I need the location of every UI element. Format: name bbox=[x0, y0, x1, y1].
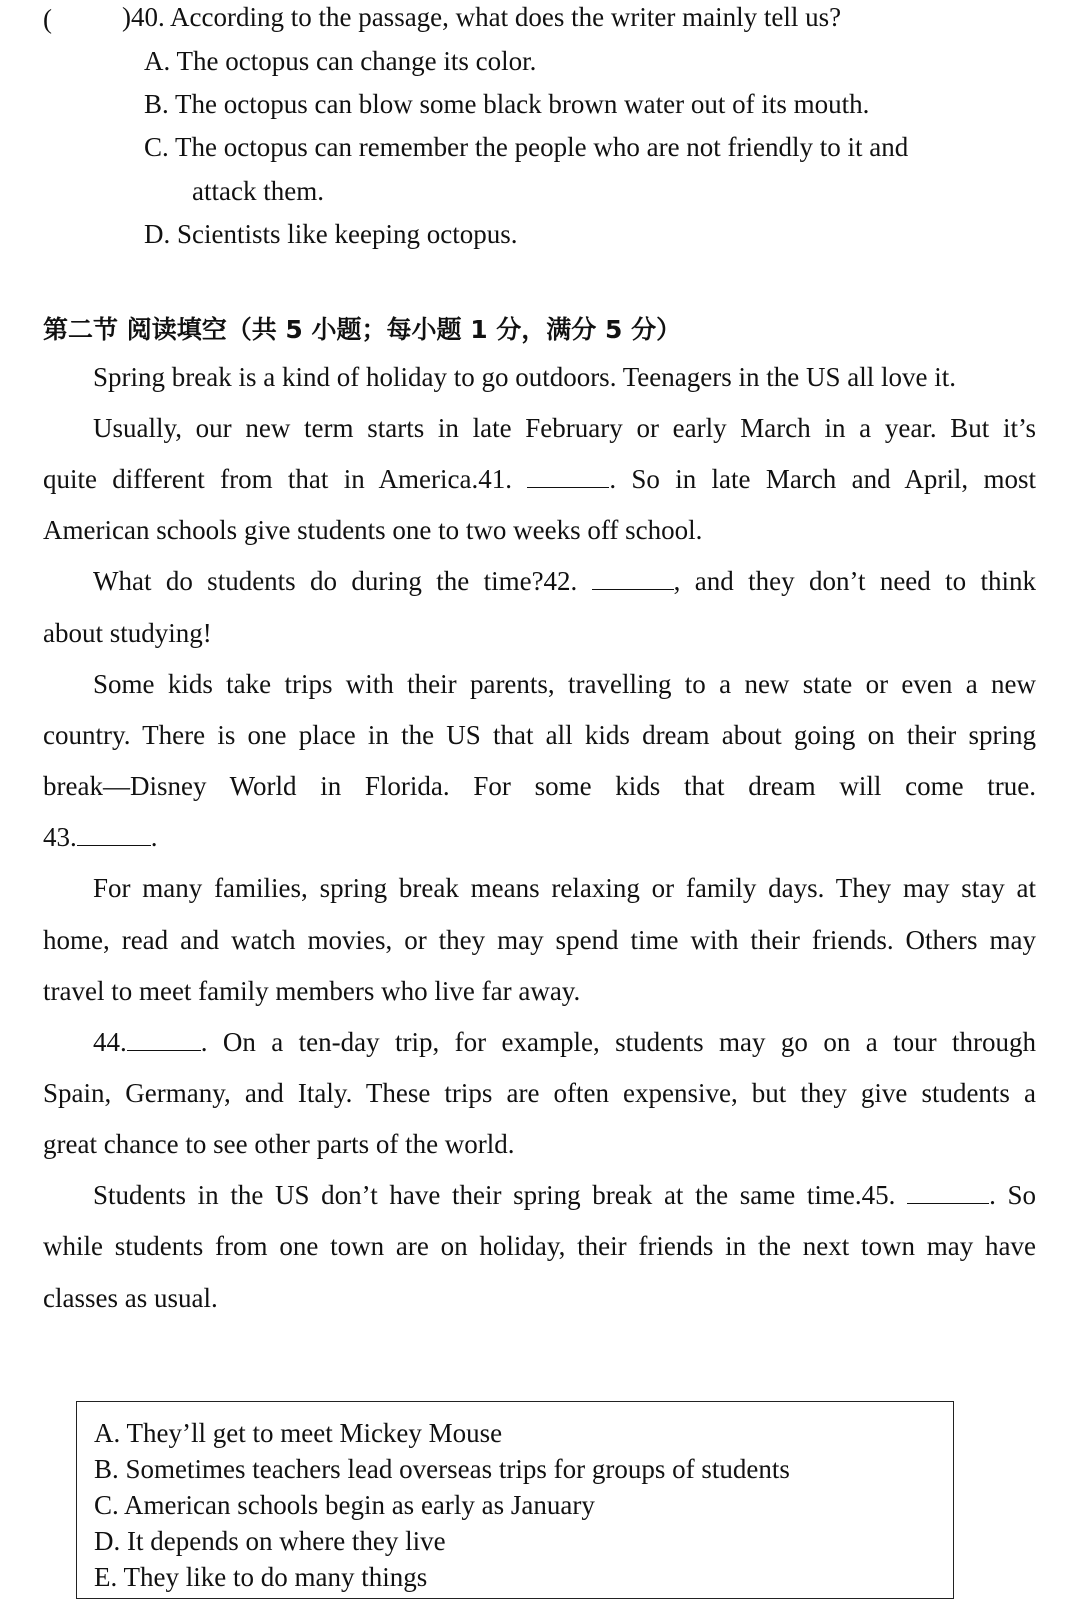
passage-p4-line4: 43. . bbox=[43, 822, 158, 852]
choice-b: B. Sometimes teachers lead overseas trips for groups of students bbox=[94, 1454, 790, 1484]
passage-p3-line2: about studying! bbox=[43, 618, 212, 648]
choice-d: D. It depends on where they live bbox=[94, 1526, 446, 1556]
option-d: D. Scientists like keeping octopus. bbox=[144, 219, 518, 249]
choice-e: E. They like to do many things bbox=[94, 1562, 428, 1592]
passage-p4-line2: country. There is one place in the US that all kids dream about going on their spring bbox=[43, 720, 1036, 750]
passage-p7-line2: while students from one town are on holiday, their friends in the next town may have bbox=[43, 1231, 1036, 1261]
blank-44[interactable] bbox=[127, 1030, 201, 1051]
option-b: B. The octopus can blow some black brown water out of its mouth. bbox=[144, 89, 870, 119]
passage-p2-line1: Usually, our new term starts in late February or early March in a year. But it’s bbox=[93, 413, 1036, 443]
passage-p6-line2: Spain, Germany, and Italy. These trips are often expensive, but they give students a bbox=[43, 1078, 1036, 1108]
choices-box bbox=[76, 1401, 954, 1599]
passage-p5-line2: home, read and watch movies, or they may spend time with their friends. Others may bbox=[43, 925, 1036, 955]
passage-p1: Spring break is a kind of holiday to go outdoors. Teenagers in the US all love it. bbox=[93, 362, 956, 392]
choice-a: A. They’ll get to meet Mickey Mouse bbox=[94, 1418, 503, 1448]
option-c: C. The octopus can remember the people who are not friendly to it and bbox=[144, 132, 909, 162]
passage-p4-line1: Some kids take trips with their parents, travelling to a new state or even a new bbox=[93, 669, 1036, 699]
passage-p4-line3: break—Disney World in Florida. For some kids that dream will come true. bbox=[43, 771, 1036, 801]
passage-p5-line1: For many families, spring break means relaxing or family days. They may stay at bbox=[93, 873, 1036, 903]
passage-p2-line3: American schools give students one to two weeks off school. bbox=[43, 515, 703, 545]
passage-p5-line3: travel to meet family members who live far away. bbox=[43, 976, 581, 1006]
passage-p6-line3: great chance to see other parts of the world. bbox=[43, 1129, 515, 1159]
answer-paren: ( bbox=[43, 4, 52, 34]
blank-45[interactable] bbox=[907, 1183, 989, 1204]
passage-p2-line2: quite different from that in America.41. . So in late March and April, most bbox=[43, 464, 1037, 494]
question-40-stem: )40. According to the passage, what does the writer mainly tell us? bbox=[122, 2, 842, 32]
blank-41[interactable] bbox=[527, 467, 609, 488]
option-a: A. The octopus can change its color. bbox=[144, 46, 537, 76]
blank-42[interactable] bbox=[592, 569, 674, 590]
choice-c: C. American schools begin as early as January bbox=[94, 1490, 595, 1520]
option-c-continued: attack them. bbox=[192, 176, 324, 206]
passage-p6-line1: 44. . On a ten-day trip, for example, students may go on a tour through bbox=[93, 1027, 1036, 1057]
section-heading: 第二节 阅读填空（共 5 小题；每小题 1 分，满分 5 分） bbox=[43, 315, 682, 344]
passage-p7-line1: Students in the US don’t have their spring break at the same time.45. . So bbox=[93, 1180, 1036, 1210]
passage-p3-line1: What do students do during the time?42. , and they don’t need to think bbox=[93, 566, 1037, 596]
blank-43[interactable] bbox=[77, 825, 151, 846]
passage-p7-line3: classes as usual. bbox=[43, 1283, 218, 1313]
